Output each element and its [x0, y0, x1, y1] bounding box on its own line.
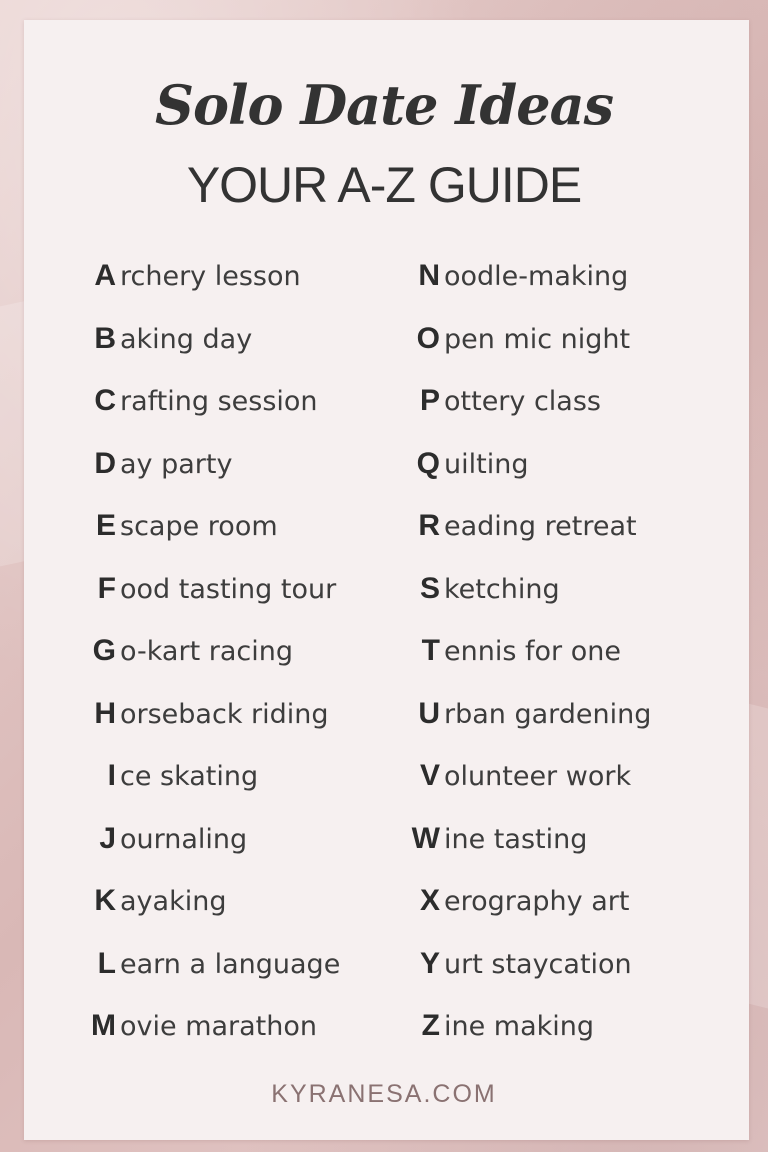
list-item [80, 370, 340, 433]
initial-letter: J [99, 821, 116, 855]
list-item [80, 870, 340, 933]
initial-letter: N [418, 259, 440, 292]
list-item [404, 495, 651, 558]
idea-text: scape room [120, 511, 278, 542]
list-item [80, 245, 340, 308]
initial-letter: F [97, 571, 116, 605]
idea-list-a-to-m [80, 245, 340, 1058]
list-item [80, 620, 340, 683]
list-item [404, 433, 651, 496]
idea-text: ennis for one [444, 636, 621, 667]
idea-text: rchery lesson [120, 261, 301, 292]
list-item [404, 745, 651, 808]
initial-letter: C [94, 384, 116, 417]
list-item [80, 433, 340, 496]
idea-text: ay party [120, 448, 233, 480]
list-item [404, 808, 651, 871]
list-item [80, 995, 340, 1058]
idea-text: erography art [444, 886, 630, 917]
website-footer: KYRANESA.COM [271, 1080, 497, 1108]
idea-text: o-kart racing [120, 636, 293, 667]
initial-letter: R [418, 509, 440, 542]
idea-text: oodle-making [444, 261, 629, 292]
initial-letter: P [419, 384, 440, 417]
initial-letter: A [94, 259, 116, 292]
idea-text: ketching [444, 573, 560, 605]
initial-letter: T [421, 634, 440, 667]
list-item [80, 558, 340, 621]
list-item [404, 558, 651, 621]
initial-letter: Y [419, 946, 440, 980]
idea-text: ce skating [120, 761, 259, 792]
initial-letter: O [416, 321, 440, 355]
list-item [404, 933, 651, 996]
list-item [80, 308, 340, 371]
initial-letter: Z [421, 1009, 440, 1042]
initial-letter: B [94, 321, 116, 355]
list-item [80, 933, 340, 996]
idea-text: ovie marathon [120, 1011, 318, 1042]
idea-text: ine tasting [444, 823, 588, 855]
initial-letter: M [91, 1009, 116, 1042]
idea-text: orseback riding [120, 698, 329, 730]
idea-text: rafting session [120, 386, 318, 417]
list-item [404, 245, 651, 308]
initial-letter: G [92, 634, 116, 667]
list-item [404, 308, 651, 371]
idea-text: ayaking [120, 886, 227, 917]
page-subtitle: YOUR A-Z GUIDE [186, 157, 582, 213]
list-item [404, 870, 651, 933]
initial-letter: S [419, 571, 440, 605]
initial-letter: H [94, 696, 116, 730]
idea-list-n-to-z [404, 245, 651, 1058]
idea-text: urt staycation [444, 948, 632, 980]
list-item [80, 495, 340, 558]
list-item [404, 683, 651, 746]
initial-letter: W [411, 821, 440, 855]
idea-text: pen mic night [444, 323, 631, 355]
list-item [80, 808, 340, 871]
initial-letter: X [419, 884, 440, 917]
idea-text: eading retreat [444, 511, 637, 542]
list-item [80, 683, 340, 746]
initial-letter: Q [416, 446, 440, 480]
idea-text: ine making [444, 1011, 595, 1042]
list-item [404, 995, 651, 1058]
initial-letter: I [107, 759, 116, 792]
initial-letter: L [97, 946, 116, 980]
idea-text: ournaling [120, 823, 248, 855]
idea-text: uilting [444, 448, 529, 480]
initial-letter: D [94, 446, 116, 480]
initial-letter: V [419, 759, 440, 792]
idea-text: earn a language [120, 948, 341, 980]
initial-letter: K [94, 884, 116, 917]
idea-text: rban gardening [444, 698, 652, 730]
idea-text: olunteer work [444, 761, 632, 792]
list-item [80, 745, 340, 808]
initial-letter: U [418, 696, 440, 730]
idea-text: ood tasting tour [120, 573, 337, 605]
list-item [404, 370, 651, 433]
idea-text: aking day [120, 323, 253, 355]
page-title: Solo Date Ideas [154, 73, 614, 137]
list-item [404, 620, 651, 683]
initial-letter: E [95, 509, 116, 542]
idea-text: ottery class [444, 386, 601, 417]
